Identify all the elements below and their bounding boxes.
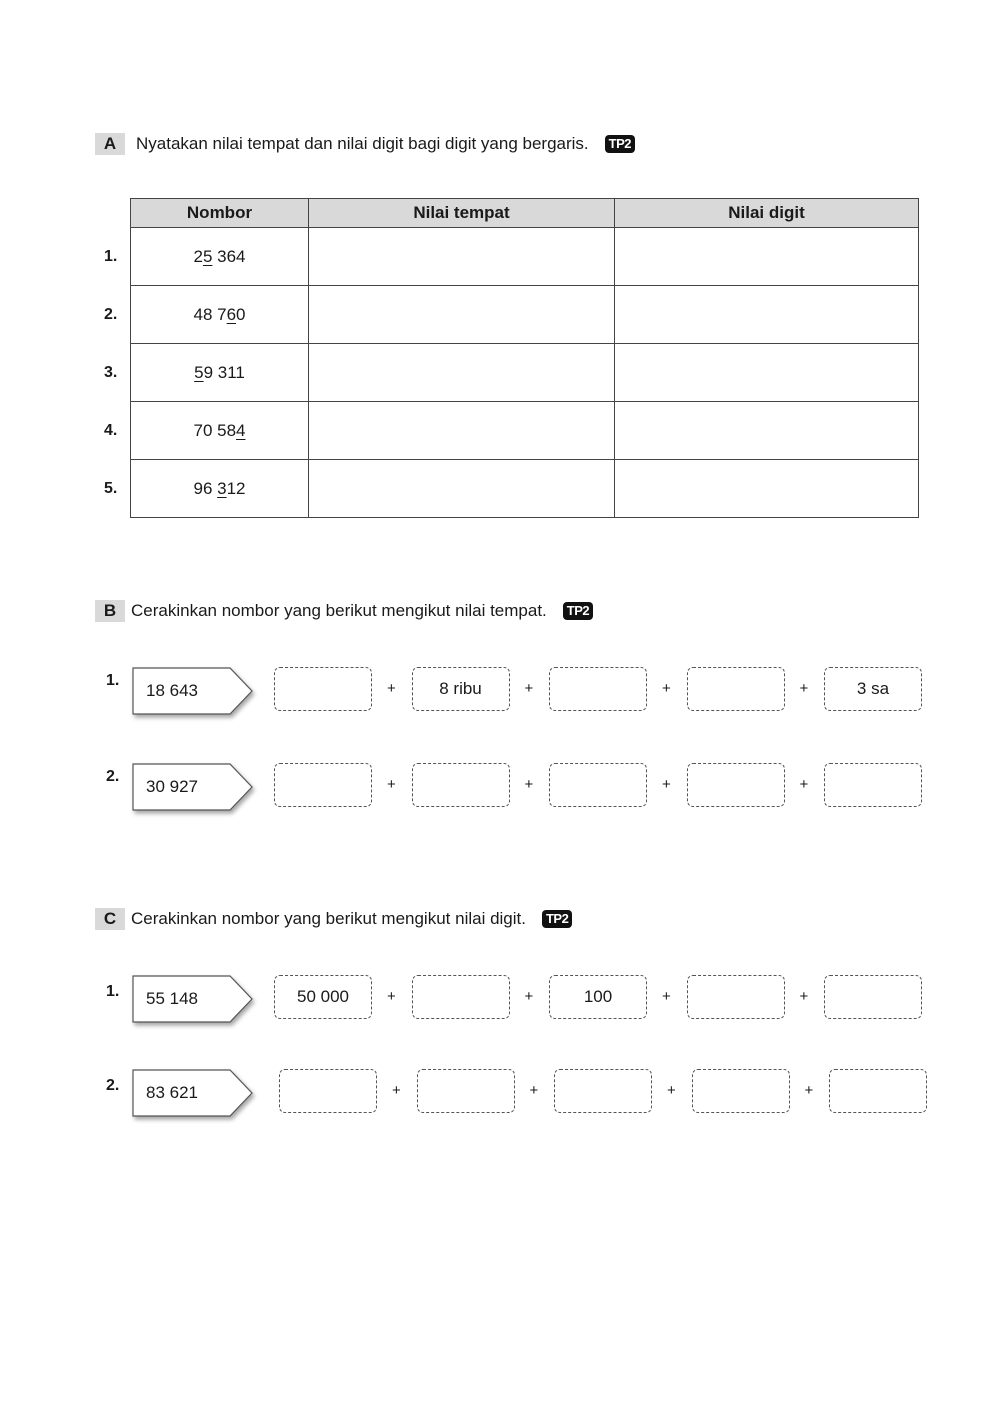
section-c-header: [95, 908, 572, 930]
plus-sign: +: [799, 988, 809, 1005]
answer-box[interactable]: [549, 667, 647, 711]
answer-box[interactable]: 50 000: [274, 975, 372, 1019]
plus-sign: +: [529, 1082, 539, 1099]
digit-value-answer-cell[interactable]: [615, 344, 919, 402]
plus-sign: +: [387, 988, 396, 1005]
answer-box[interactable]: [829, 1069, 927, 1113]
section-a-header: [95, 133, 635, 155]
underlined-digit: 4: [236, 420, 246, 440]
answer-box[interactable]: [687, 975, 785, 1019]
underlined-digit: 5: [194, 362, 204, 382]
place-value-answer-cell[interactable]: [309, 460, 615, 518]
answer-box[interactable]: [824, 763, 922, 807]
plus-sign: +: [804, 1082, 814, 1099]
number-cell: 59 311: [131, 344, 309, 402]
given-number: 30 927: [146, 777, 198, 796]
place-value-answer-cell[interactable]: [309, 402, 615, 460]
given-number: 18 643: [146, 681, 198, 700]
answer-box[interactable]: [554, 1069, 652, 1113]
plus-sign: +: [662, 988, 671, 1005]
answer-box[interactable]: [824, 975, 922, 1019]
answer-box[interactable]: [692, 1069, 790, 1113]
plus-sign: +: [662, 680, 671, 697]
section-title: Cerakinkan nombor yang berikut mengikut nilai tempat.: [131, 601, 547, 620]
plus-sign: +: [392, 1082, 401, 1099]
digit-value-answer-cell[interactable]: [615, 460, 919, 518]
plus-sign: +: [524, 680, 534, 697]
answer-box[interactable]: [274, 667, 372, 711]
answer-box[interactable]: [274, 763, 372, 807]
answer-box[interactable]: 3 sa: [824, 667, 922, 711]
place-value-table: [130, 198, 919, 518]
place-value-answer-cell[interactable]: [309, 286, 615, 344]
number-cell: 25 364: [131, 228, 309, 286]
tp-badge: TP2: [542, 910, 572, 928]
header-nilai-tempat: Nilai tempat: [309, 199, 615, 228]
section-letter: C: [95, 908, 125, 930]
plus-sign: +: [387, 680, 396, 697]
answer-box[interactable]: [687, 763, 785, 807]
plus-sign: +: [799, 776, 809, 793]
answer-box[interactable]: [549, 763, 647, 807]
tp-badge: TP2: [563, 602, 593, 620]
row-number: 5.: [104, 480, 118, 497]
question-number: 2.: [106, 768, 120, 785]
table-row: [131, 228, 919, 286]
plus-sign: +: [524, 776, 534, 793]
section-title: Cerakinkan nombor yang berikut mengikut nilai digit.: [131, 909, 526, 928]
tp-badge: TP2: [605, 135, 635, 153]
answer-box[interactable]: [279, 1069, 377, 1113]
place-value-answer-cell[interactable]: [309, 344, 615, 402]
table-row: [131, 402, 919, 460]
table-row: [131, 286, 919, 344]
underlined-digit: 6: [226, 304, 237, 324]
underlined-digit: 5: [202, 246, 213, 266]
section-title: Nyatakan nilai tempat dan nilai digit bagi digit yang bergaris.: [136, 134, 589, 153]
header-nilai-digit: Nilai digit: [615, 199, 919, 228]
plus-sign: +: [799, 680, 809, 697]
number-cell: 48 760: [131, 286, 309, 344]
plus-sign: +: [387, 776, 396, 793]
row-number: 3.: [104, 364, 118, 381]
section-letter: A: [95, 133, 125, 155]
number-cell: 96 312: [131, 460, 309, 518]
underlined-digit: 3: [217, 478, 227, 498]
number-cell: 70 584: [131, 402, 309, 460]
number-arrow-box: [132, 763, 254, 811]
section-b-header: [95, 600, 593, 622]
table-row: [131, 460, 919, 518]
section-letter: B: [95, 600, 125, 622]
header-nombor: Nombor: [131, 199, 309, 228]
number-arrow-box: [132, 975, 254, 1023]
row-number: 4.: [104, 422, 118, 439]
number-arrow-box: [132, 1069, 254, 1117]
given-number: 83 621: [146, 1083, 198, 1102]
given-number: 55 148: [146, 989, 198, 1008]
table-row: [131, 344, 919, 402]
plus-sign: +: [662, 776, 671, 793]
question-number: 1.: [106, 983, 120, 1000]
answer-box[interactable]: [417, 1069, 515, 1113]
place-value-answer-cell[interactable]: [309, 228, 615, 286]
answer-box[interactable]: 8 ribu: [412, 667, 510, 711]
row-number: 1.: [104, 248, 118, 265]
answer-box[interactable]: [412, 975, 510, 1019]
plus-sign: +: [524, 988, 534, 1005]
digit-value-answer-cell[interactable]: [615, 228, 919, 286]
number-arrow-box: [132, 667, 254, 715]
digit-value-answer-cell[interactable]: [615, 286, 919, 344]
answer-box[interactable]: [687, 667, 785, 711]
digit-value-answer-cell[interactable]: [615, 402, 919, 460]
question-number: 2.: [106, 1077, 120, 1094]
question-number: 1.: [106, 672, 120, 689]
answer-box[interactable]: 100: [549, 975, 647, 1019]
plus-sign: +: [667, 1082, 676, 1099]
row-number: 2.: [104, 306, 118, 323]
answer-box[interactable]: [412, 763, 510, 807]
